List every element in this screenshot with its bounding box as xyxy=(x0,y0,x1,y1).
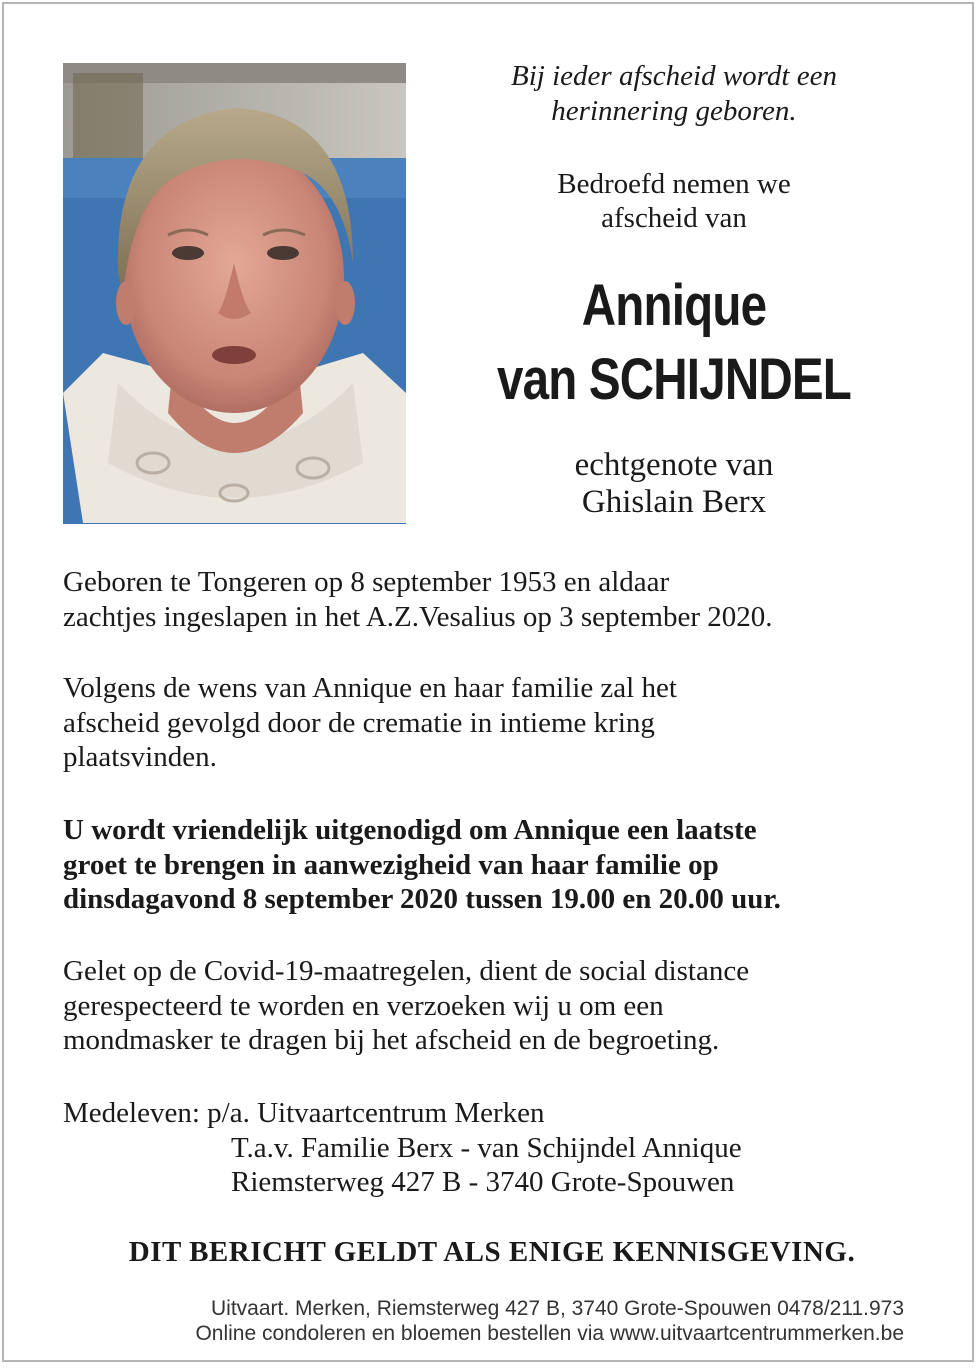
paragraph-line: plaatsvinden. xyxy=(63,741,217,773)
motto xyxy=(434,59,914,129)
spouse-name: Ghislain Berx xyxy=(581,484,767,520)
condolences-line: T.a.v. Familie Berx - van Schijndel Annique xyxy=(231,1131,742,1164)
wish-paragraph xyxy=(63,671,943,775)
motto-line: Bij ieder afscheid wordt een xyxy=(511,60,837,92)
notice-heading: DIT BERICHT GELDT ALS ENIGE KENNISGEVING. xyxy=(128,1236,856,1268)
first-name: Annique xyxy=(581,273,767,338)
deceased-name xyxy=(444,269,903,417)
obituary-card xyxy=(2,2,974,1362)
paragraph-line: zachtjes ingeslapen in het A.Z.Vesalius op 3 september 2020. xyxy=(63,600,773,633)
paragraph-line: mondmasker te dragen bij het afscheid en de begroeting. xyxy=(63,1024,720,1056)
footer-line: Online condoleren en bloemen bestellen via www.uitvaartcentrummerken.be xyxy=(195,1322,904,1345)
motto-line: herinnering geboren. xyxy=(551,95,797,127)
intro-line: afscheid van xyxy=(601,202,747,234)
birth-paragraph xyxy=(63,565,943,634)
footer xyxy=(64,1296,904,1346)
paragraph-line: groet te brengen in aanwezigheid van haar familie op xyxy=(63,848,719,881)
portrait-photo xyxy=(63,63,406,524)
last-name: van SCHIJNDEL xyxy=(496,347,852,412)
footer-line: Uitvaart. Merken, Riemsterweg 427 B, 3740 Grote-Spouwen 0478/211.973 xyxy=(211,1297,904,1320)
covid-paragraph xyxy=(63,954,943,1058)
spouse-line: echtgenote van xyxy=(574,447,774,483)
paragraph-line: Geboren te Tongeren op 8 september 1953 en aldaar xyxy=(63,566,670,598)
paragraph-line: gerespecteerd te worden en verzoeken wij u om een xyxy=(63,989,664,1022)
paragraph-line: dinsdagavond 8 september 2020 tussen 19.00 en 20.00 uur. xyxy=(63,883,781,915)
paragraph-line: Volgens de wens van Annique en haar familie zal het xyxy=(63,672,677,704)
condolences-line: Riemsterweg 427 B - 3740 Grote-Spouwen xyxy=(231,1166,735,1198)
portrait-image xyxy=(63,63,406,524)
spouse-text xyxy=(434,447,914,521)
header-text-block xyxy=(434,59,914,520)
invitation-paragraph xyxy=(63,813,943,917)
paragraph-line: U wordt vriendelijk uitgenodigd om Annique een laatste xyxy=(63,814,757,846)
condolences-line: Medeleven: p/a. Uitvaartcentrum Merken xyxy=(63,1097,545,1129)
paragraph-line: Gelet op de Covid-19-maatregelen, dient de social distance xyxy=(63,955,750,987)
condolences-paragraph xyxy=(63,1096,943,1200)
paragraph-line: afscheid gevolgd door de crematie in intieme kring xyxy=(63,706,655,739)
intro-text xyxy=(434,167,914,235)
intro-line: Bedroefd nemen we xyxy=(557,168,791,200)
